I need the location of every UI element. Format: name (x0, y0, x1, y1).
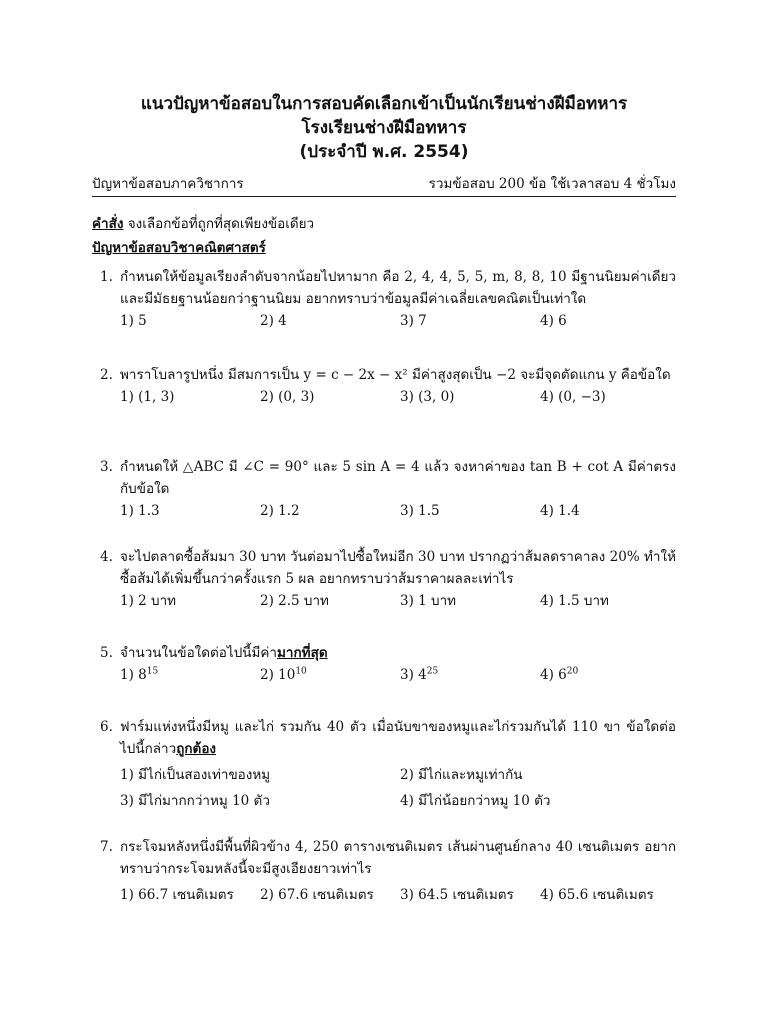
option-3[interactable]: 3) 1 บาท (400, 593, 457, 609)
option-2[interactable]: 2) 2.5 บาท (260, 593, 329, 609)
option-2[interactable]: 2) มีไก่และหมูเท่ากัน (400, 767, 523, 783)
instruction (92, 212, 314, 234)
question-text (120, 716, 676, 760)
option-1[interactable]: 1) 2 บาท (120, 593, 177, 609)
exam-meta-row (92, 172, 676, 194)
option-row (120, 884, 676, 906)
option-2[interactable]: 2) 4 (260, 313, 287, 329)
option-exponent: 10 (295, 666, 307, 677)
question-number: 4. (100, 549, 113, 565)
option-2[interactable]: 2) 67.6 เซนติเมตร (260, 887, 374, 903)
question-number: 2. (100, 367, 113, 383)
option-4[interactable]: 4) 65.6 เซนติเมตร (540, 887, 654, 903)
option-exponent: 15 (146, 666, 159, 677)
question-text (120, 642, 676, 664)
question-text-pre: ฟาร์มแห่งหนึ่งมีหมู และไก่ รวมกัน 40 ตัว เมื่อนับขาของหมูและไก่รวมกันได้ 110 ขา ข้อใดต่อไปนี้กล่าว (120, 719, 676, 757)
section-title: ปัญหาข้อสอบวิชาคณิตศาสตร์ (92, 240, 266, 256)
question-text-pre: จำนวนในข้อใดต่อไปนี้มีค่า (120, 645, 278, 661)
option-base: 1) 8 (120, 667, 147, 683)
option-2[interactable] (260, 664, 307, 686)
question-text: พาราโบลารูปหนึ่ง มีสมการเป็น y = c − 2x − x² มีค่าสูงสุดเป็น −2 จะมีจุดตัดแกน y คือข้อใด (120, 367, 671, 383)
question-1 (100, 266, 676, 332)
option-2[interactable]: 2) 1.2 (260, 503, 300, 519)
question-2 (100, 364, 676, 408)
question-4 (100, 546, 676, 612)
option-row (120, 500, 676, 522)
question-number: 1. (100, 269, 113, 285)
option-4[interactable]: 4) 1.4 (540, 503, 580, 519)
question-number: 5. (100, 645, 113, 661)
option-3[interactable]: 3) 64.5 เซนติเมตร (400, 887, 514, 903)
instruction-label: คำสั่ง (92, 216, 124, 232)
exam-title-line3: (ประจำปี พ.ศ. 2554) (299, 142, 469, 162)
question-text: กำหนดให้ข้อมูลเรียงลำดับจากน้อยไปหามาก คือ 2, 4, 4, 5, 5, m, 8, 8, 10 มีฐานนิยมค่าเดียว และมีมัธยฐานน้อยกว่าฐานนิยม อยากทราบว่าข้อมูลมีค่าเฉลี่ยเลขคณิตเป็นเท่าใด (120, 269, 676, 307)
option-3[interactable]: 3) 7 (400, 313, 427, 329)
question-7 (100, 836, 676, 906)
question-6 (100, 716, 676, 812)
option-4[interactable] (540, 664, 578, 686)
option-base: 4) 6 (540, 667, 567, 683)
option-base: 2) 10 (260, 667, 296, 683)
option-1[interactable]: 1) (1, 3) (120, 389, 175, 405)
option-3[interactable]: 3) (3, 0) (400, 389, 455, 405)
option-3[interactable]: 3) 1.5 (400, 503, 440, 519)
option-row (120, 790, 676, 812)
option-1[interactable]: 1) มีไก่เป็นสองเท่าของหมู (120, 767, 271, 783)
option-exponent: 25 (426, 666, 439, 677)
question-text: กำหนดให้ △ABC มี ∠C = 90° และ 5 sin A = 4 แล้ว จงหาค่าของ tan B + cot A มีค่าตรงกับข้อใด (120, 459, 676, 497)
header-divider (92, 196, 676, 197)
exam-duration: รวมข้อสอบ 200 ข้อ ใช้เวลาสอบ 4 ชั่วโมง (428, 176, 676, 192)
question-number: 3. (100, 459, 113, 475)
option-4[interactable]: 4) (0, −3) (540, 389, 606, 405)
option-3[interactable] (400, 664, 438, 686)
question-number: 6. (100, 719, 113, 735)
option-row (120, 386, 676, 408)
option-exponent: 20 (566, 666, 579, 677)
instruction-text: จงเลือกข้อที่ถูกที่สุดเพียงข้อเดียว (123, 216, 315, 232)
option-base: 3) 4 (400, 667, 427, 683)
option-2[interactable]: 2) (0, 3) (260, 389, 315, 405)
option-1[interactable]: 1) 66.7 เซนติเมตร (120, 887, 234, 903)
exam-title-line2: โรงเรียนช่างฝีมือทหาร (301, 118, 467, 138)
option-row (120, 310, 676, 332)
question-5 (100, 642, 676, 686)
exam-subject: ปัญหาข้อสอบภาควิชาการ (92, 176, 244, 192)
question-3 (100, 456, 676, 522)
option-1[interactable]: 1) 1.3 (120, 503, 160, 519)
option-1[interactable]: 1) 5 (120, 313, 147, 329)
option-4[interactable]: 4) มีไก่น้อยกว่าหมู 10 ตัว (400, 793, 551, 809)
option-row (120, 664, 676, 686)
exam-title-line1: แนวปัญหาข้อสอบในการสอบคัดเลือกเข้าเป็นนักเรียนช่างฝีมือทหาร (140, 94, 628, 114)
question-number: 7. (100, 839, 113, 855)
question-text: จะไปตลาดซื้อส้มมา 30 บาท วันต่อมาไปซื้อใหม่อีก 30 บาท ปรากฏว่าส้มลดราคาลง 20% ทำให้ซื้อส้มได้เพิ่มขึ้นกว่าครั้งแรก 5 ผล อยากทราบว่าส้มราคาผลละเท่าไร (120, 549, 676, 587)
question-emphasis: ถูกต้อง (176, 741, 217, 757)
option-4[interactable]: 4) 1.5 บาท (540, 593, 609, 609)
question-text: กระโจมหลังหนึ่งมีพื้นที่ผิวข้าง 4, 250 ตารางเซนติเมตร เส้นผ่านศูนย์กลาง 40 เซนติเมตร อยากทราบว่ากระโจมหลังนี้จะมีสูงเอียงยาวเท่าไร (120, 839, 676, 877)
option-row (120, 590, 676, 612)
option-1[interactable] (120, 664, 158, 686)
option-row (120, 764, 676, 786)
option-4[interactable]: 4) 6 (540, 313, 567, 329)
option-3[interactable]: 3) มีไก่มากกว่าหมู 10 ตัว (120, 793, 270, 809)
question-emphasis: มากที่สุด (277, 645, 328, 661)
